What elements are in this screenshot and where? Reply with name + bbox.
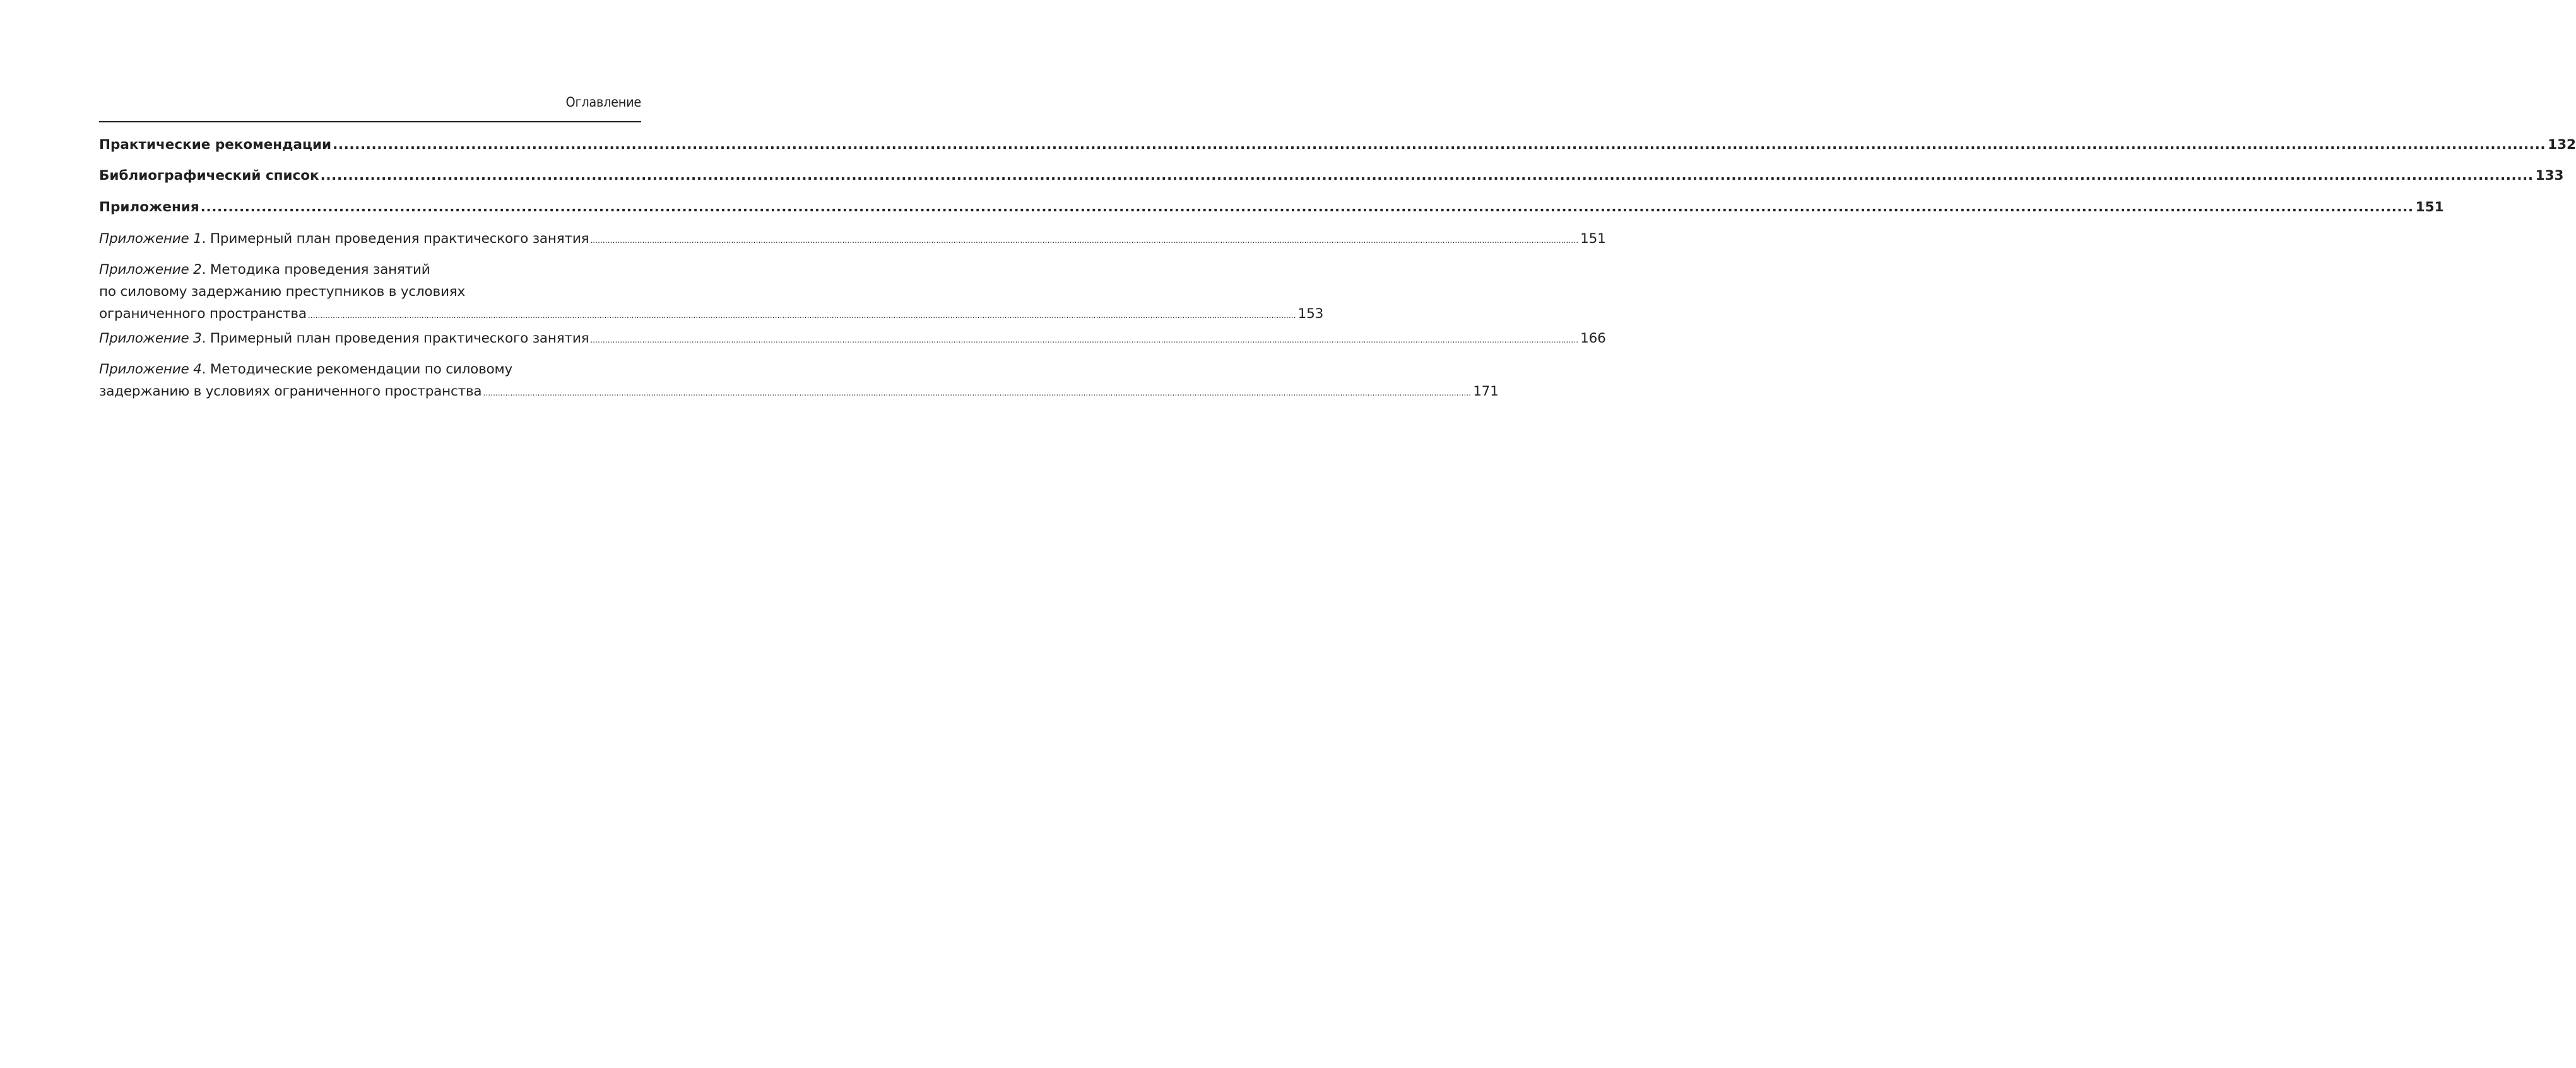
toc-page-number: 151 (2415, 199, 2444, 215)
toc-entry-line (99, 382, 1499, 402)
toc-entry-line (99, 329, 1606, 349)
running-head: Оглавление (565, 95, 641, 110)
toc-entry-title (99, 304, 307, 324)
dot-leader: ................................................................................................................................................................................................................................................................................................................................................................................................................ (333, 137, 2546, 153)
dot-leader: ................................................................................................................................................................................................................................................................................................................................................................................................................ (590, 236, 1579, 245)
toc-entry-line (99, 135, 2576, 155)
header-rule (99, 121, 641, 122)
toc-entry-line (99, 166, 2564, 186)
toc-entry-title (99, 329, 589, 349)
toc-entry-line (99, 260, 641, 280)
toc-entry-title (99, 166, 319, 186)
toc-entry-title (99, 284, 465, 300)
toc-page-number: 166 (1580, 331, 1606, 346)
toc-entry-line (99, 197, 2444, 218)
toc-page-number: 153 (1297, 306, 1324, 322)
appendix-label: Приложение 1 (99, 231, 202, 247)
toc-entry-title (99, 197, 199, 218)
toc-entry-text: . Примерный план проведения практического занятия (201, 231, 589, 247)
dot-leader: ................................................................................................................................................................................................................................................................................................................................................................................................................ (307, 311, 1296, 320)
dot-leader: ................................................................................................................................................................................................................................................................................................................................................................................................................ (200, 199, 2414, 215)
toc-entry-text: Библиографический список (99, 168, 319, 184)
appendix-label: Приложение 3 (99, 331, 202, 346)
dot-leader: ................................................................................................................................................................................................................................................................................................................................................................................................................ (483, 389, 1472, 397)
toc-entry-text: задержанию в условиях ограниченного пространства (99, 384, 482, 399)
toc-entry-title (99, 135, 331, 155)
toc-entry-text: по силовому задержанию преступников в условиях (99, 284, 465, 300)
dot-leader: ................................................................................................................................................................................................................................................................................................................................................................................................................ (320, 168, 2534, 184)
toc-entry-line (99, 360, 641, 380)
toc-entry-text: Приложения (99, 199, 199, 215)
toc-entry-line (99, 304, 1324, 324)
toc-page-number: 151 (1580, 231, 1606, 247)
toc-entry-text: . Примерный план проведения практического занятия (201, 331, 589, 346)
dot-leader: ................................................................................................................................................................................................................................................................................................................................................................................................................ (590, 336, 1579, 344)
appendix-label: Приложение 2 (99, 262, 202, 278)
toc-page-number: 133 (2535, 168, 2564, 184)
toc-entry-title (99, 229, 589, 249)
toc-entry-text: . Методика проведения занятий (201, 262, 430, 278)
toc-entry-text: Практические рекомендации (99, 137, 332, 153)
toc-entry-line (99, 282, 641, 302)
toc-entry-text: . Методические рекомендации по силовому (201, 361, 513, 377)
toc-page-number: 132 (2548, 137, 2576, 153)
toc-entry-title (99, 382, 482, 402)
appendix-label: Приложение 4 (99, 361, 202, 377)
toc-entry-text: ограниченного пространства (99, 306, 307, 322)
toc-entry-title (99, 262, 430, 278)
toc-page-number: 171 (1473, 384, 1499, 399)
toc-entry-line (99, 229, 1606, 249)
toc-entry-title (99, 361, 512, 377)
